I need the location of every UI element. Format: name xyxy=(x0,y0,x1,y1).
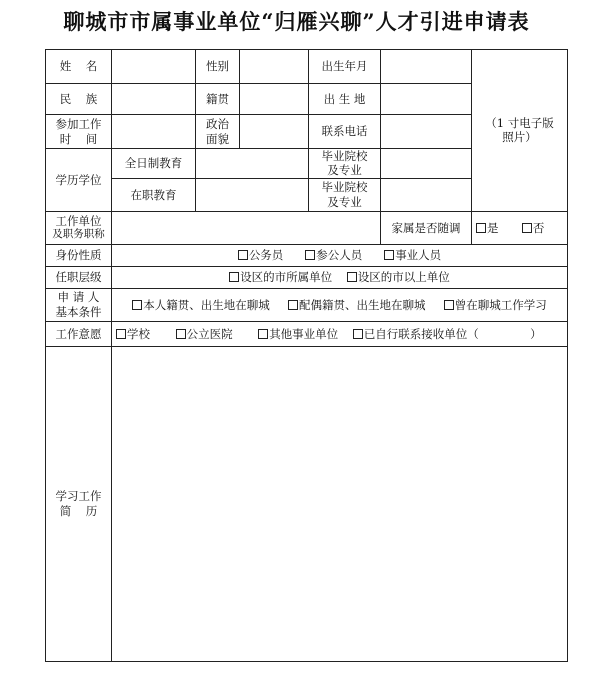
field-ethnicity[interactable] xyxy=(112,84,196,115)
label-resume: 学习工作 简 历 xyxy=(46,346,112,661)
checkbox-icon xyxy=(353,329,363,339)
label-work-start: 参加工作 时 间 xyxy=(46,115,112,149)
field-school-parttime[interactable] xyxy=(381,178,472,211)
level-option-city[interactable]: 设区的市所属单位 xyxy=(229,270,332,284)
checkbox-icon xyxy=(132,300,142,310)
checkbox-icon xyxy=(476,223,486,233)
basic-option-spouse[interactable]: 配偶籍贯、出生地在聊城 xyxy=(288,298,426,312)
checkbox-icon xyxy=(229,272,239,282)
label-family: 家属是否随调 xyxy=(381,211,472,244)
basic-option-self[interactable]: 本人籍贯、出生地在聊城 xyxy=(132,298,270,312)
label-level: 任职层级 xyxy=(46,266,112,288)
family-yes-option[interactable]: 是 xyxy=(476,221,499,235)
family-options xyxy=(472,211,568,244)
basic-option-worked[interactable]: 曾在聊城工作学习 xyxy=(444,298,547,312)
level-option-above-city[interactable]: 设区的市以上单位 xyxy=(347,270,450,284)
label-native-place: 籍贯 xyxy=(196,84,240,115)
label-name: 姓 名 xyxy=(46,50,112,84)
label-birthplace: 出 生 地 xyxy=(309,84,381,115)
field-political[interactable] xyxy=(240,115,309,149)
label-work-unit: 工作单位 及职务职称 xyxy=(46,211,112,244)
checkbox-icon xyxy=(176,329,186,339)
form-title: 聊城市市属事业单位“归雁兴聊”人才引进申请表 xyxy=(63,9,530,34)
checkbox-icon xyxy=(522,223,532,233)
checkbox-icon xyxy=(238,250,248,260)
label-education: 学历学位 xyxy=(46,149,112,212)
label-phone: 联系电话 xyxy=(309,115,381,149)
field-work-unit[interactable] xyxy=(112,211,381,244)
identity-option-civil-servant[interactable]: 公务员 xyxy=(238,248,284,262)
checkbox-icon xyxy=(305,250,315,260)
identity-option-institution[interactable]: 事业人员 xyxy=(384,248,441,262)
label-intention: 工作意愿 xyxy=(46,321,112,346)
label-basic-conditions: 申 请 人 基本条件 xyxy=(46,288,112,321)
family-no-option[interactable]: 否 xyxy=(522,221,545,235)
basic-options xyxy=(112,288,568,321)
label-school-fulltime: 毕业院校 及专业 xyxy=(309,149,381,179)
label-gender: 性别 xyxy=(196,50,240,84)
photo-hint: （1 寸电子版 照片） xyxy=(485,116,554,145)
field-birthplace[interactable] xyxy=(381,84,472,115)
level-options xyxy=(112,266,568,288)
intention-option-self-arranged[interactable]: 已自行联系接收单位（ xyxy=(353,327,479,341)
label-school-parttime: 毕业院校 及专业 xyxy=(309,178,381,211)
field-gender[interactable] xyxy=(240,50,309,84)
field-birth[interactable] xyxy=(381,50,472,84)
field-native-place[interactable] xyxy=(240,84,309,115)
intention-option-school[interactable]: 学校 xyxy=(116,327,150,341)
field-work-start[interactable] xyxy=(112,115,196,149)
identity-option-reference[interactable]: 参公人员 xyxy=(305,248,362,262)
label-political: 政治 面貌 xyxy=(196,115,240,149)
label-birth: 出生年月 xyxy=(309,50,381,84)
field-school-fulltime[interactable] xyxy=(381,149,472,179)
label-ethnicity: 民 族 xyxy=(46,84,112,115)
intention-options xyxy=(112,321,568,346)
identity-options xyxy=(112,244,568,266)
application-form xyxy=(45,49,568,662)
label-fulltime: 全日制教育 xyxy=(112,149,196,179)
checkbox-icon xyxy=(288,300,298,310)
checkbox-icon xyxy=(258,329,268,339)
checkbox-icon xyxy=(116,329,126,339)
label-identity: 身份性质 xyxy=(46,244,112,266)
checkbox-icon xyxy=(444,300,454,310)
field-phone[interactable] xyxy=(381,115,472,149)
intention-close-paren: ） xyxy=(530,326,542,341)
field-fulltime[interactable] xyxy=(196,149,309,179)
photo-box[interactable] xyxy=(472,50,568,212)
checkbox-icon xyxy=(347,272,357,282)
field-parttime[interactable] xyxy=(196,178,309,211)
checkbox-icon xyxy=(384,250,394,260)
label-parttime: 在职教育 xyxy=(112,178,196,211)
intention-option-hospital[interactable]: 公立医院 xyxy=(176,327,233,341)
intention-option-other[interactable]: 其他事业单位 xyxy=(258,327,338,341)
field-resume[interactable] xyxy=(112,346,568,661)
field-name[interactable] xyxy=(112,50,196,84)
